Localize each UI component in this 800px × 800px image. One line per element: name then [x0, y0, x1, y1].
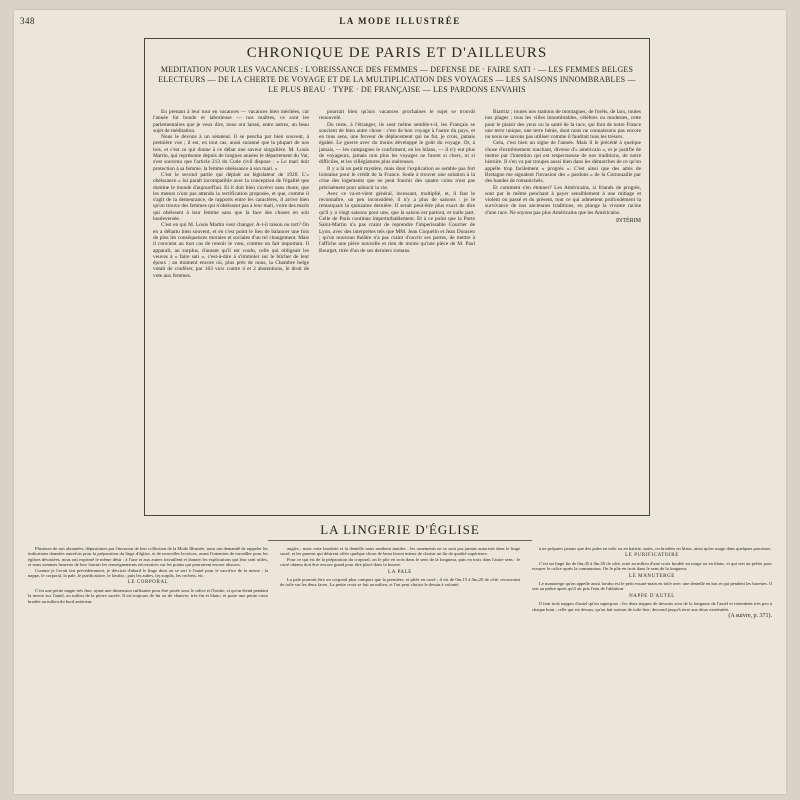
lingerie-columns — [28, 546, 772, 790]
chronique-article — [144, 38, 650, 516]
lingerie-title: LA LINGERIE D'ÉGLISE — [320, 522, 480, 537]
journal-title: LA MODE ILLUSTRÉE — [339, 16, 461, 26]
paragraph: Plusieurs de nos abonnées, dépositaires par l'invasion de leur collection de la Mode Illustrée, nous ont demandé de rappeler les indications données autrefois pour la préparation du linge d'église, et de nouvelles lectrices, avant l'intention de travailler pour les églises dévastées, nous ont exprimé le même désir : à l'une et aux autres travaillent et donner les explications qui leur sont utiles, et nous sommes heureux de leur fournir les renseignements nécessaires sur les points qui pourraient encore obscurs. — [28, 546, 268, 568]
paragraph: Pour ce qui est de la préparation du corporal, on le plie en trois dans le sens de la longueur, puis en trois dans l'autre sens : le carré obtenu doit être encore grand pour être placé dans la bourse. — [280, 556, 520, 568]
paragraph: Il y a là un petit mystère, mais dont l'explication se semble pas fort lointaine pour le crédit de la France. Seule à trouver une solution à la crise des logements que ne peut fournir des quatre coins n'est pas précisément pour adoucir la vie. — [319, 165, 475, 191]
paragraph: C'est une petite nappe très fine, ayant une dimension suffisante pour être posée sous le calice et l'hostie, et qu'on étend pendant la messe sur l'autel, au milieu de la pierre sacrée. Il est toujours de lin ou de chanvre, très fin et blanc, et porte une petite croix brodée au milieu du bord antérieur. — [28, 587, 268, 604]
lingerie-column-3 — [532, 546, 772, 790]
title-rule — [268, 540, 532, 541]
paragraph: La pale pourrait être un corporal plus compact que la première, et pliée en carré ; il est de 0m,15 à 0m,20 de côté, recouvrant de toile sur les deux faces. La petite croix se fait au milieu, et l'on peut choisir le dessin à volonté. — [280, 577, 520, 588]
paragraph: C'est en qui M. Louis Martin veut changer. A-t-il raison ou tort? On en a débattu bien souvent, et en c'est point le lieu de balancer une fois de plus les conséquences morales et sociales d'un tel changement. Mais il convient au tout cas de retenir le vœu, comme un fait important. Il apparaît, au surplus, d'autant qu'il est voulu, celle qui obligeait les veuves à « faire sati », c'est-à-dire à s'immoler sur le bûcher de leur époux ; au moment encore où, plus près de nous, la Chambre belge votait de conférer, par 163 voix contre 4 et 2 abstentions, le droit de vote aux femmes. — [153, 222, 309, 279]
chronique-column-3 — [485, 109, 641, 509]
running-head — [20, 16, 780, 30]
chronique-subtitle: MEDITATION POUR LES VACANCES : L'OBEISSANCE DES FEMMES — DEFENSE DE · FAIRE SATI · — LES FEMMES BELGES ELECTEURS — DE LA CHERTE DE VOYAGE ET DE LA MULTIPLICATION DES VOYAGES — LES SAISONS INNOMBRABLES — LE PLUS BEAU · TYPE · DE FRANÇAISE — LES PARDONS ENVAHIS — [158, 65, 636, 94]
paragraph: Il faut trois nappes d'autel qu'on superpose ; les deux nappes de dessous sont de la longueur de l'autel et retombent très peu à chaque bout ; celle qui est dessus, qu'on fait surtout de toile fine, descend jusqu'à terre aux deux extrémités. — [532, 601, 772, 612]
section-heading: LE MANUTERGE — [629, 573, 675, 579]
paragraph: Et comment s'en étonner? Les Américains, si friands de progrès, sont par le même penchant à payer sensiblement à une mitlage et violent ou passé et du présent, tout ce qui admettent profondément la survivance de nos anciennes traditions, en plonge la vivante racine d'une race. Ne soyons pas plus Américains que les Américains. — [485, 184, 641, 216]
paragraph: C'est un linge fin de 0m,45 à 0m,50 de côté, orné au milieu d'une croix brodée en rouge ou en blanc, et qui sert au prêtre pour essuyer le calice après la communion. On le plie en trois dans le sens de la longueur. — [532, 560, 772, 572]
paragraph: Gela, c'est bien un signe de l'année. Mais il le précédé à quelque chose d'extrêmement touchant, diverse d'« américain », et je justifie de mettre par l'intention qui est respectueuse de nos traditions, de notre histoire. Il s'en va par troupes aussi bien dans les démarches de ce qu'on appelle trop facilement « progrès ». C'est ainsi que des amis de Bretagne me signalent l'invasion des « pardons » de la Cornouaille par des bandes de romanichels. — [485, 140, 641, 185]
chronique-column-1 — [153, 109, 309, 509]
chronique-column-2 — [319, 109, 475, 509]
paragraph: Comme je l'avait fait précédemment, je décrirai d'abord le linge dont on se sert à l'autel pour le sacrifice de la messe : la nappe, le corporal, la pale, le purificatoire, le lavabo ; puis les aubes, les surplis, les rochets, etc. — [28, 567, 268, 579]
chronique-title: CHRONIQUE DE PARIS ET D'AILLEURS — [246, 45, 548, 61]
paragraph: C'est le second partie qui déplait au législateur de 1920. L'« obéissance » lui paraît incompatible avec la conception de l'égalité que domine le monde d'aujourd'hui. Et il doit bien s'avérer sans doute, que les mœurs n'ont pas attendu la rectification proposée, et que, comme il s'agit de la demeurance, de rapports entre les caractères, il arrive bien qu'on trouve des femmes qui n'obéissent pas à leur mari, voire des maris qui obéissent à leur femme sans que la face des choses en soit bouleversée. — [153, 171, 309, 223]
paragraph: Du reste, à l'étranger, ils sont même semble-t-il, les Français se soucient de bien autre chose : c'est de bon voyage à l'autre du pays, et en tous sens, une ferveur de déplacement qui ne fut, je crois, jamais égalée. Le guerre avec du moins développé le goût du voyage. Or, à jamais, — les campagnes le confirment, en les bilans, — il n'y eut plus de voyageurs, jamais non plus les voyages ne furent si chers, ni si difficiles, et les villégiatures plus onéreuses. — [319, 121, 475, 166]
section-heading: LE CORPORAL — [127, 580, 169, 586]
lingerie-article — [28, 518, 772, 790]
lingerie-column-2 — [280, 546, 520, 790]
paragraph: à ne préparer jamais que des pales en toile ou en batiste, unies, ou brodées en blanc, ainsi qu'en usage dans quelques paroisses. — [539, 546, 772, 551]
signature: INTÉRIM — [616, 218, 641, 225]
paragraph: En prenant à leur tour en vacances — vacances bien méritées, car l'année fut bonde et laborieuse — nos maîtres, ce sont les parlementaires que je veux dire, nous ont laissé, entre autres, un beau sujet de méditation. — [153, 109, 309, 134]
page-number: 348 — [20, 16, 35, 26]
paragraph: Nous le devons à un sénateur. Il se pencha par bien souvent, à première vue ; il est, en tout cas, aussi suranné que la plupart de nos lois, et c'est ce qui donne à ce débat une saveur singulière. M. Louis Martin, qui représente depuis de longues années le département du Var, s'est souvenu que l'article 213 du Code civil dispose : « Le mari doit protection à sa femme, la femme obéissance à son mari. » — [153, 134, 309, 172]
paragraph: pourrait bien qu'aux vacances prochaines le sujet se trouvât renouvelé. — [319, 109, 475, 122]
paragraph: Biarritz ; toutes nos stations de montagnes, de forêts, de lacs, toutes nos plages ; tous les villes innombrables, célèbres ou modestes, cette pour le plaisir des yeux ou la santé de la race, qui font de notre France une terre unique, une terre bénie, dont nous ne connaissons pas encore ou nous ne savons pas utiliser comme il faudrait tous les trésors. — [485, 109, 641, 141]
magazine-page — [14, 10, 786, 794]
chronique-columns — [153, 109, 641, 509]
section-heading: NAPPE D'AUTEL — [629, 593, 675, 599]
paragraph: Le manuterge qu'on appelle aussi lavabo est le petit essuie-main en toile avec une dentelle en bas et qui pendent les burettes. Il sert au prêtre après qu'il ait pris l'eau de l'ablution. — [532, 581, 772, 592]
lingerie-column-1 — [28, 546, 268, 790]
section-heading: LA PALE — [388, 569, 412, 575]
paragraph: Avec ce va-et-vient général, incessant, multiplié, et, il faut le reconnaître, un peu inconsidéré, il n'y a plus de saisons : je le remarquais la quinzaine dernière. Il serait peut-être plus exact de dire qu'il y a vingt saisons pour une, que la saison est partout, et nulle part. Celle de Paris continue imperturbablement. Et à ce point que la Porte Saint-Martin n'a pas craint de reprendre l'imperissable Courrier de Lyon, avec des interprètes tels que MM. Jean Coquelin et Jean Duracen ; qu'un nouveau théâtre n'a pas craint d'ouvrir ses portes, de mettre à l'affiche une pièce nouvelle et rien de moins qu'une pièce de M. Paul Bourget, tirée d'un de ses derniers romans. — [319, 190, 475, 254]
paragraph: angles ; mais cette broderie et la dentelle nous sembent inutiles : les ornements ne se sont pas jamais autorisés dans le linge sacré, et les parents qui désirent offrir quelque chose de beau feront mieux de choisir un lin de qualité supérieure. — [280, 546, 520, 557]
section-heading: LE PURIFICATOIRE — [625, 553, 679, 559]
continuation-note: (A suivre, p. 371). — [728, 613, 772, 620]
